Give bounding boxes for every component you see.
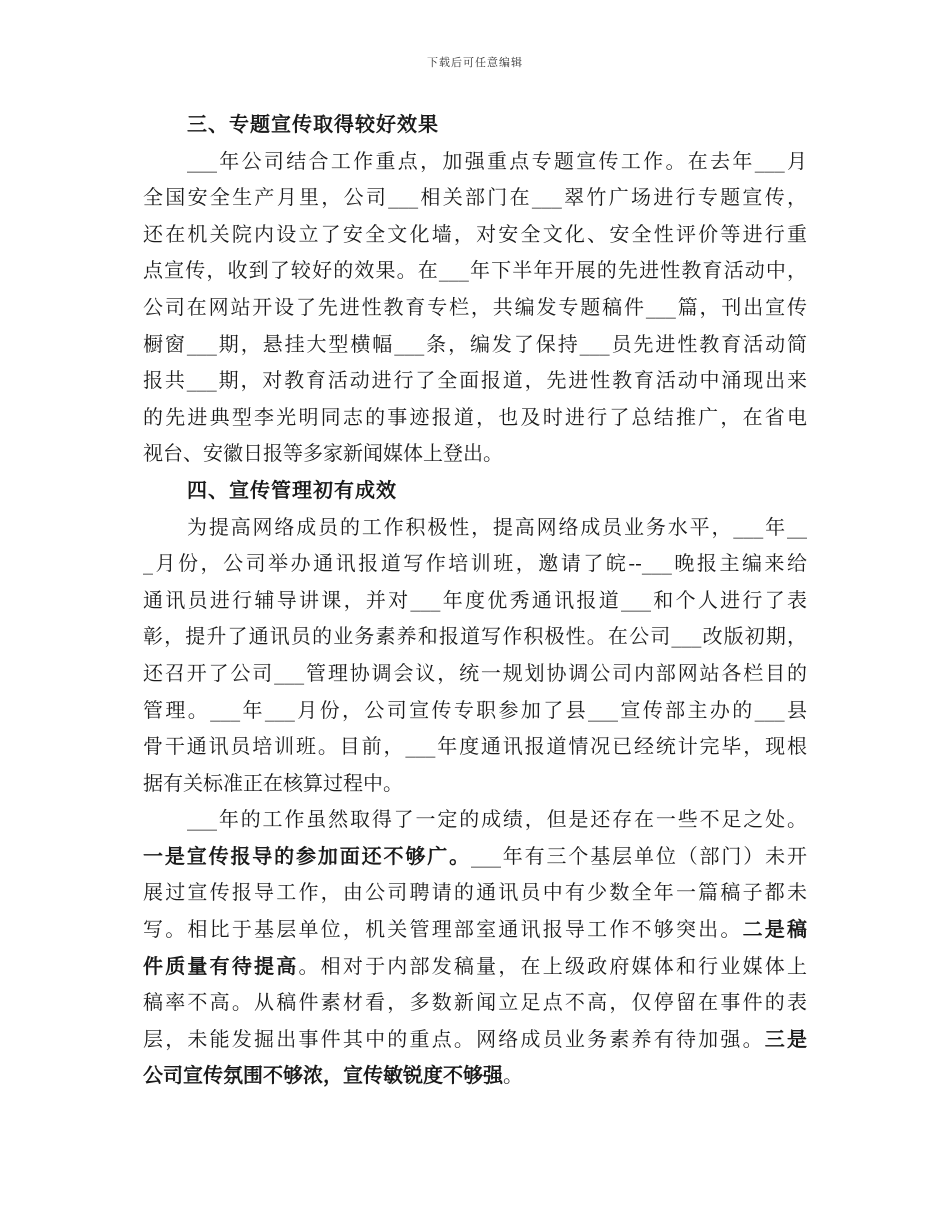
paragraph-line: 骨干通讯员培训班。目前，___年度通讯报道情况已经统计完毕，现根 bbox=[143, 734, 807, 759]
paragraph-line: ___年公司结合工作重点，加强重点专题宣传工作。在去年___月 bbox=[187, 148, 807, 173]
shortcoming-2-start: 二是稿 bbox=[742, 917, 808, 942]
paragraph-line: 视台、安徽日报等多家新闻媒体上登出。 bbox=[143, 441, 503, 466]
summary-line: ___年的工作虽然取得了一定的成绩，但是还存在一些不足之处。 bbox=[187, 807, 807, 832]
section-heading-4: 四、宣传管理初有成效 bbox=[187, 477, 397, 502]
summary-text: ___年有三个基层单位（部门）未开 bbox=[470, 843, 808, 868]
paragraph-line: 通讯员进行辅导讲课，并对___年度优秀通讯报道___和个人进行了表 bbox=[143, 587, 807, 612]
paragraph-line: 彰，提升了通讯员的业务素养和报道写作积极性。在公司___改版初期， bbox=[143, 624, 807, 649]
summary-line: 展过宣传报导工作，由公司聘请的通讯员中有少数全年一篇稿子都未 bbox=[143, 880, 807, 905]
shortcoming-3-end: 公司宣传氛围不够浓，宣传敏锐度不够强 bbox=[143, 1063, 503, 1088]
summary-line bbox=[143, 1057, 807, 1094]
summary-line bbox=[143, 838, 807, 875]
paragraph-line: 报共___期，对教育活动进行了全面报道，先进性教育活动中涌现出来 bbox=[143, 368, 807, 393]
shortcoming-3-start: 三是 bbox=[764, 1026, 808, 1051]
shortcoming-2-end: 件质量有待提高 bbox=[143, 953, 299, 978]
document-body bbox=[143, 106, 807, 1094]
page-header-note: 下载后可任意编辑 bbox=[427, 56, 523, 69]
summary-text: 写。相比于基层单位，机关管理部室通讯报导工作不够突出。 bbox=[143, 917, 743, 942]
section-heading-3: 三、专题宣传取得较好效果 bbox=[187, 112, 439, 136]
summary-line bbox=[143, 1021, 807, 1058]
summary-line bbox=[143, 911, 807, 948]
paragraph-line: 管理。___年___月份，公司宣传专职参加了县___宣传部主办的___县 bbox=[143, 697, 807, 722]
paragraph-line: 全国安全生产月里，公司___相关部门在___翠竹广场进行专题宣传， bbox=[143, 185, 807, 210]
paragraph-line: 公司在网站开设了先进性教育专栏，共编发专题稿件___篇，刊出宣传 bbox=[143, 294, 807, 319]
paragraph-line: 还召开了公司___管理协调会议，统一规划协调公司内部网站各栏目的 bbox=[143, 660, 807, 685]
paragraph-line: 据有关标准正在核算过程中。 bbox=[143, 770, 403, 795]
summary-line: 稿率不高。从稿件素材看，多数新闻立足点不高，仅停留在事件的表 bbox=[143, 990, 807, 1015]
paragraph-line: 橱窗___期，悬挂大型横幅___条，编发了保持___员先进性教育活动简 bbox=[143, 331, 807, 356]
summary-line bbox=[143, 948, 807, 985]
summary-text: 层，未能发掘出事件其中的重点。网络成员业务素养有待加强。 bbox=[143, 1026, 765, 1051]
paragraph-line: 还在机关院内设立了安全文化墙，对安全文化、安全性评价等进行重 bbox=[143, 221, 807, 246]
summary-text: 。相对于内部发稿量，在上级政府媒体和行业媒体上 bbox=[298, 953, 808, 978]
summary-text: 。 bbox=[503, 1063, 523, 1088]
paragraph-line: 为提高网络成员的工作积极性，提高网络成员业务水平，___年__ bbox=[187, 514, 807, 539]
paragraph-line: _月份，公司举办通讯报道写作培训班，邀请了皖--___晚报主编来给 bbox=[143, 551, 807, 576]
shortcoming-1: 一是宣传报导的参加面还不够广。 bbox=[143, 843, 471, 868]
paragraph-line: 的先进典型李光明同志的事迹报道，也及时进行了总结推广，在省电 bbox=[143, 404, 807, 429]
paragraph-line: 点宣传，收到了较好的效果。在___年下半年开展的先进性教育活动中， bbox=[143, 258, 807, 283]
